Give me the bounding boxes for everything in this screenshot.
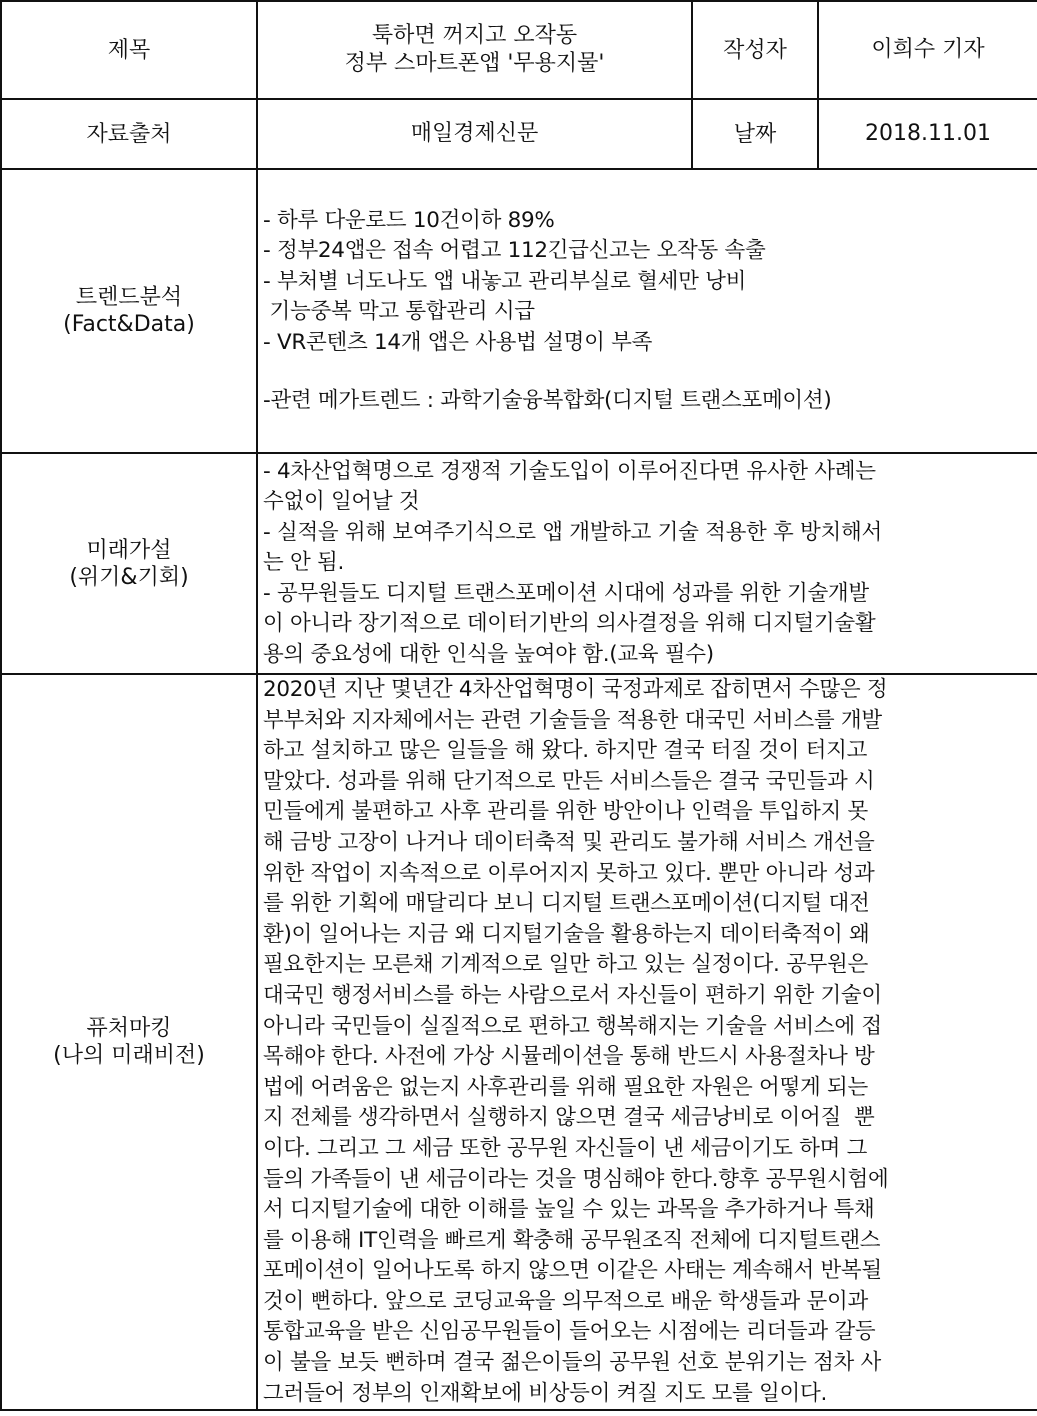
trend-content-cell [257,169,1037,453]
date-value-cell [818,99,1037,169]
title-row [1,1,1037,99]
vision-line: 이다. 그리고 그 세금 또한 공무원 자신들이 낸 세금이기도 하며 그 [263,1135,868,1161]
hypothesis-line: 수없이 일어날 것 [263,489,420,515]
trend-line: - VR콘텐츠 14개 앱은 사용법 설명이 부족 [263,329,653,355]
source-value: 매일경제신문 [410,121,539,146]
vision-line: 통합교육을 받은 신임공무원들이 들어오는 시점에는 리더들과 갈등 [263,1319,876,1345]
vision-line: 말았다. 성과를 위해 단기적으로 만든 서비스들은 결국 국민들과 시 [263,768,875,794]
trend-label-main: 트렌드분석 [75,285,183,310]
trend-label-cell [1,169,257,453]
vision-label-sub: (나의 미래비전) [53,1043,205,1069]
source-label-cell [1,99,257,169]
vision-line: 를 위한 기획에 매달리다 보니 디지털 트랜스포메이션(디지털 대전 [263,891,870,917]
vision-line: 해 금방 고장이 나거나 데이터축적 및 관리도 불가해 서비스 개선을 [263,829,875,855]
vision-line: 환)이 일어나는 지금 왜 디지털기술을 활용하는지 데이터축적이 왜 [263,921,870,947]
vision-line: 그러들어 정부의 인재확보에 비상등이 켜질 지도 모를 일이다. [263,1380,828,1406]
hypothesis-line: - 4차산업혁명으로 경쟁적 기술도입이 이루어진다면 유사한 사례는 [263,458,876,484]
hypothesis-content-cell [257,453,1037,674]
vision-label-cell [1,674,257,1410]
vision-row [1,674,1037,1410]
title-value-cell [257,1,692,99]
title-line-2: 정부 스마트폰앱 '무용지물' [344,51,605,76]
vision-line: 아니라 국민들이 실질적으로 편하고 행복해지는 기술을 서비스에 접 [263,1013,882,1039]
hypothesis-line: 이 아니라 장기적으로 데이터기반의 의사결정을 위해 디지털기술활 [263,611,876,637]
vision-content-cell [257,674,1037,1410]
spacer [263,358,1033,386]
vision-line: 위한 작업이 지속적으로 이루어지지 못하고 있다. 뿐만 아니라 성과 [263,860,875,886]
trend-line: - 하루 다운로드 10건이하 89% [263,207,555,233]
vision-line: 포메이션이 일어나도록 하지 않으면 이같은 사태는 계속해서 반복될 [263,1258,882,1284]
trend-label-sub: (Fact&Data) [63,312,195,337]
title-label-cell [1,1,257,99]
trend-row [1,169,1037,453]
hypothesis-line: - 실적을 위해 보여주기식으로 앱 개발하고 기술 적용한 후 방치해서 [263,519,882,545]
vision-line: 이 불을 보듯 뻔하며 결국 젊은이들의 공무원 선호 분위기는 점차 사 [263,1350,882,1376]
trend-line: 기능중복 막고 통합관리 시급 [263,299,535,324]
author-label: 작성자 [723,37,787,63]
vision-line: 서 디지털기술에 대한 이해를 높일 수 있는 과목을 추가하거나 특채 [263,1197,875,1223]
vision-line: 것이 뻔하다. 앞으로 코딩교육을 의무적으로 배운 학생들과 문이과 [263,1288,868,1314]
megatrend-line: -관련 메가트렌드 : 과학기술융복합화(디지털 트랜스포메이션) [263,388,832,413]
hypothesis-label-sub: (위기&기회) [69,564,189,590]
author-value: 이희수 기자 [871,37,985,62]
vision-line: 부부처와 지자체에서는 관련 기술들을 적용한 대국민 서비스를 개발 [263,707,882,733]
trend-line: - 부처별 너도나도 앱 내놓고 관리부실로 혈세만 낭비 [263,268,747,294]
vision-line: 들의 가족들이 낸 세금이라는 것을 명심해야 한다.향후 공무원시험에 [263,1166,889,1192]
vision-line: 대국민 행정서비스를 하는 사람으로서 자신들이 편하기 위한 기술이 [263,982,882,1008]
hypothesis-label-main: 미래가설 [86,537,172,563]
vision-line: 법에 어려움은 없는지 사후관리를 위해 필요한 자원은 어떻게 되는 [263,1074,868,1100]
hypothesis-label-cell [1,453,257,674]
date-label-cell [692,99,818,169]
hypothesis-line: 용의 중요성에 대한 인식을 높여야 함.(교육 필수) [263,641,714,667]
vision-line: 하고 설치하고 많은 일들을 해 왔다. 하지만 결국 터질 것이 터지고 [263,738,868,764]
vision-line: 민들에게 불편하고 사후 관리를 위한 방안이나 인력을 투입하지 못 [263,799,868,825]
trend-line: - 정부24앱은 접속 어렵고 112긴급신고는 오작동 속출 [263,238,766,263]
title-label: 제목 [107,37,151,63]
hypothesis-row [1,453,1037,674]
source-value-cell [257,99,692,169]
date-label: 날짜 [733,121,777,147]
title-line-1: 툭하면 꺼지고 오작동 [371,23,578,48]
vision-line: 2020년 지난 몇년간 4차산업혁명이 국정과제로 잡히면서 수많은 정 [263,677,888,702]
date-value: 2018.11.01 [865,121,991,146]
author-label-cell [692,1,818,99]
hypothesis-line: 는 안 됨. [263,550,345,576]
author-value-cell [818,1,1037,99]
vision-line: 목해야 한다. 사전에 가상 시뮬레이션을 통해 반드시 사용절차나 방 [263,1044,875,1070]
vision-line: 필요한지는 모른채 기계적으로 일만 하고 있는 실정이다. 공무원은 [263,952,868,978]
hypothesis-line: - 공무원들도 디지털 트랜스포메이션 시대에 성과를 위한 기술개발 [263,580,869,606]
vision-label-main: 퓨처마킹 [86,1016,172,1042]
source-label: 자료출처 [86,121,172,147]
vision-line: 를 이용해 IT인력을 빠르게 확충해 공무원조직 전체에 디지털트랜스 [263,1227,881,1253]
vision-line: 지 전체를 생각하면서 실행하지 않으면 결국 세금낭비로 이어질 뿐 [263,1105,875,1131]
source-row [1,99,1037,169]
